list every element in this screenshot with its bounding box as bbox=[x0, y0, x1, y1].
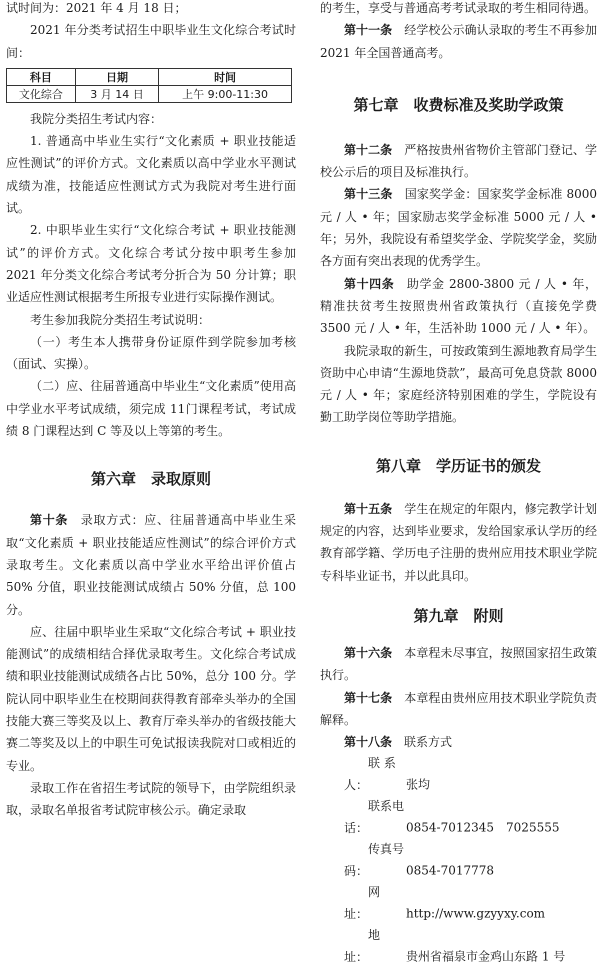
contact-person-value: 张均 bbox=[406, 777, 431, 792]
article-15 bbox=[320, 498, 597, 587]
content-item-1: 1. 普通高中毕业生实行“文化素质 + 职业技能适应性测试”的评价方式。文化素质以高中学业水平测试成绩为准，技能适应性测试方式为我院对考生进行面试。 bbox=[6, 134, 296, 216]
contact-person bbox=[320, 753, 597, 796]
exam-intro-paragraph: 2021 年分类考试招生中职毕业生文化综合考试时间： bbox=[6, 23, 296, 60]
article-18-label: 第十八条 bbox=[344, 735, 393, 750]
content-item-2: 2. 中职毕业生实行“文化综合考试 + 职业技能测试”的评价方式。文化综合考试分按中职考生参加 2021 年分类文化综合考试考分折合为 50 分计算；职业适应性测试根据考生所报专业进行实际操作测试。 bbox=[6, 223, 296, 305]
contact-address-value: 贵州省福泉市金鸡山东路 1 号 bbox=[406, 949, 566, 964]
continued-paragraph: 的考生，享受与普通高考考试录取的考生相同待遇。 bbox=[320, 1, 597, 15]
article-12-text: 严格按贵州省物价主管部门登记、学校公示后的项目及标准执行。 bbox=[320, 142, 597, 180]
exam-schedule-table bbox=[6, 68, 292, 103]
contact-phone-value: 0854-7012345 7025555 bbox=[406, 820, 560, 835]
article-15-label: 第十五条 bbox=[344, 501, 393, 516]
article-15-text: 学生在规定的年限内，修完教学计划规定的内容，达到毕业要求，发给国家承认学历的经教育部学籍、学历电子注册的贵州应用技术职业学院专科毕业证书，并以此具印。 bbox=[320, 501, 597, 583]
chapter-8-title: 第八章 学历证书的颁发 bbox=[375, 456, 541, 475]
contact-website-value: http://www.gzyyxy.com bbox=[406, 906, 546, 921]
article-16-label: 第十六条 bbox=[344, 645, 393, 660]
left-column bbox=[6, 0, 296, 822]
notice-item-1: （一）考生本人携带身份证原件到学院参加考核（面试、实操）。 bbox=[6, 334, 296, 372]
article-18 bbox=[320, 731, 597, 753]
article-12-label: 第十二条 bbox=[344, 142, 393, 157]
contact-website-label: 网 址： bbox=[344, 885, 405, 921]
article-14-text: 助学金 2800-3800 元 / 人 • 年，精准扶贫考生按照贵州省政策执行（直接免学费 3500 元 / 人 • 年，生活补助 1000 元 / 人 • 年）。 bbox=[320, 276, 597, 336]
secondary-admission-paragraph: 应、往届中职毕业生采取“文化综合考试 + 职业技能测试”的成绩相结合择优录取考生。文化综合考试成绩和职业技能测试成绩各占比 50%，总分 100 分。学院认同中职毕业生在校期间获得教育部牵头举办的全国技能大赛三等奖及以上、教育厅牵头举办的省级技能大赛二等奖及以上的中职生可免试报读我院对口或相近的专业。 bbox=[6, 624, 296, 773]
contact-phone-label: 联系电话： bbox=[344, 799, 405, 835]
article-17-text: 本章程由贵州应用技术职业学院负责解释。 bbox=[320, 690, 597, 727]
article-10 bbox=[6, 509, 296, 620]
article-13-text: 国家奖学金：国家奖学金标准 8000 元 / 人 • 年；国家励志奖学金标准 5000 元 / 人 • 年；另外，我院设有希望奖学金、学院奖学金，奖励各方面有突出表现的优秀学生。 bbox=[320, 187, 597, 269]
table-cell-time: 上午 9:00-11:30 bbox=[159, 85, 292, 102]
exam-time-paragraph: 试时间为：2021 年 4 月 18 日； bbox=[6, 1, 187, 15]
student-loan-paragraph: 我院录取的新生，可按政策到生源地教育局学生资助中心申请“生源地贷款”，最高可免息贷款 8000 元 / 人 • 年；家庭经济特别困难的学生，学院设有勤工助学岗位等助学措施。 bbox=[320, 343, 597, 425]
contact-fax bbox=[320, 839, 597, 882]
contact-block bbox=[320, 753, 597, 968]
content-title: 我院分类招生考试内容： bbox=[30, 111, 163, 126]
chapter-9-title: 第九章 附则 bbox=[413, 606, 504, 625]
table-header-date: 日期 bbox=[75, 68, 158, 85]
chapter-7-title: 第七章 收费标准及奖助学政策 bbox=[353, 95, 564, 114]
article-11-label: 第十一条 bbox=[344, 23, 393, 38]
admission-work-paragraph: 录取工作在省招生考试院的领导下，由学院组织录取，录取名单报省考试院审核公示。确定录取 bbox=[6, 780, 296, 818]
table-cell-subject: 文化综合 bbox=[7, 85, 76, 102]
table-header-subject: 科目 bbox=[7, 68, 76, 85]
notice-item-2: （二）应、往届普通高中毕业生“文化素质”使用高中学业水平考试成绩，须完成 11门课程考试，考试成绩 8 门课程达到 C 等及以上等第的考生。 bbox=[6, 379, 296, 439]
contact-phone bbox=[320, 796, 597, 839]
article-17-label: 第十七条 bbox=[344, 690, 393, 705]
contact-website bbox=[320, 882, 597, 925]
table-header-time: 时间 bbox=[159, 68, 292, 85]
article-18-text: 联系方式 bbox=[404, 735, 453, 750]
article-14-label: 第十四条 bbox=[344, 276, 395, 291]
contact-fax-value: 0854-7017778 bbox=[406, 863, 495, 878]
article-17 bbox=[320, 687, 597, 732]
article-16 bbox=[320, 642, 597, 687]
contact-person-label: 联 系 人： bbox=[344, 756, 396, 792]
article-11-text: 经学校公示确认录取的考生不再参加 2021 年全国普通高考。 bbox=[320, 23, 597, 60]
article-12 bbox=[320, 139, 597, 184]
notice-title: 考生参加我院分类招生考试说明： bbox=[30, 312, 211, 327]
article-16-text: 本章程未尽事宜，按照国家招生政策执行。 bbox=[320, 645, 597, 683]
contact-address bbox=[320, 925, 597, 968]
contact-address-label: 地 址： bbox=[344, 928, 405, 964]
article-11 bbox=[320, 19, 597, 64]
contact-fax-label: 传真号码： bbox=[344, 842, 405, 878]
article-10-text: 录取方式：应、往届普通高中毕业生采取“文化素质 + 职业技能适应性测试”的综合评价方式录取考生。文化素质以高中学业水平给出评价值占 50% 分值，职业技能测试成绩占 50% 分值，总 100 分。 bbox=[6, 513, 296, 617]
table-row bbox=[7, 85, 292, 102]
table-cell-date: 3 月 14 日 bbox=[75, 85, 158, 102]
article-14 bbox=[320, 273, 597, 340]
article-13-label: 第十三条 bbox=[344, 187, 393, 202]
article-13 bbox=[320, 183, 597, 272]
table-header-row bbox=[7, 68, 292, 85]
right-column bbox=[320, 0, 597, 968]
article-10-label: 第十条 bbox=[30, 513, 69, 528]
chapter-6-title: 第六章 录取原则 bbox=[90, 470, 211, 489]
